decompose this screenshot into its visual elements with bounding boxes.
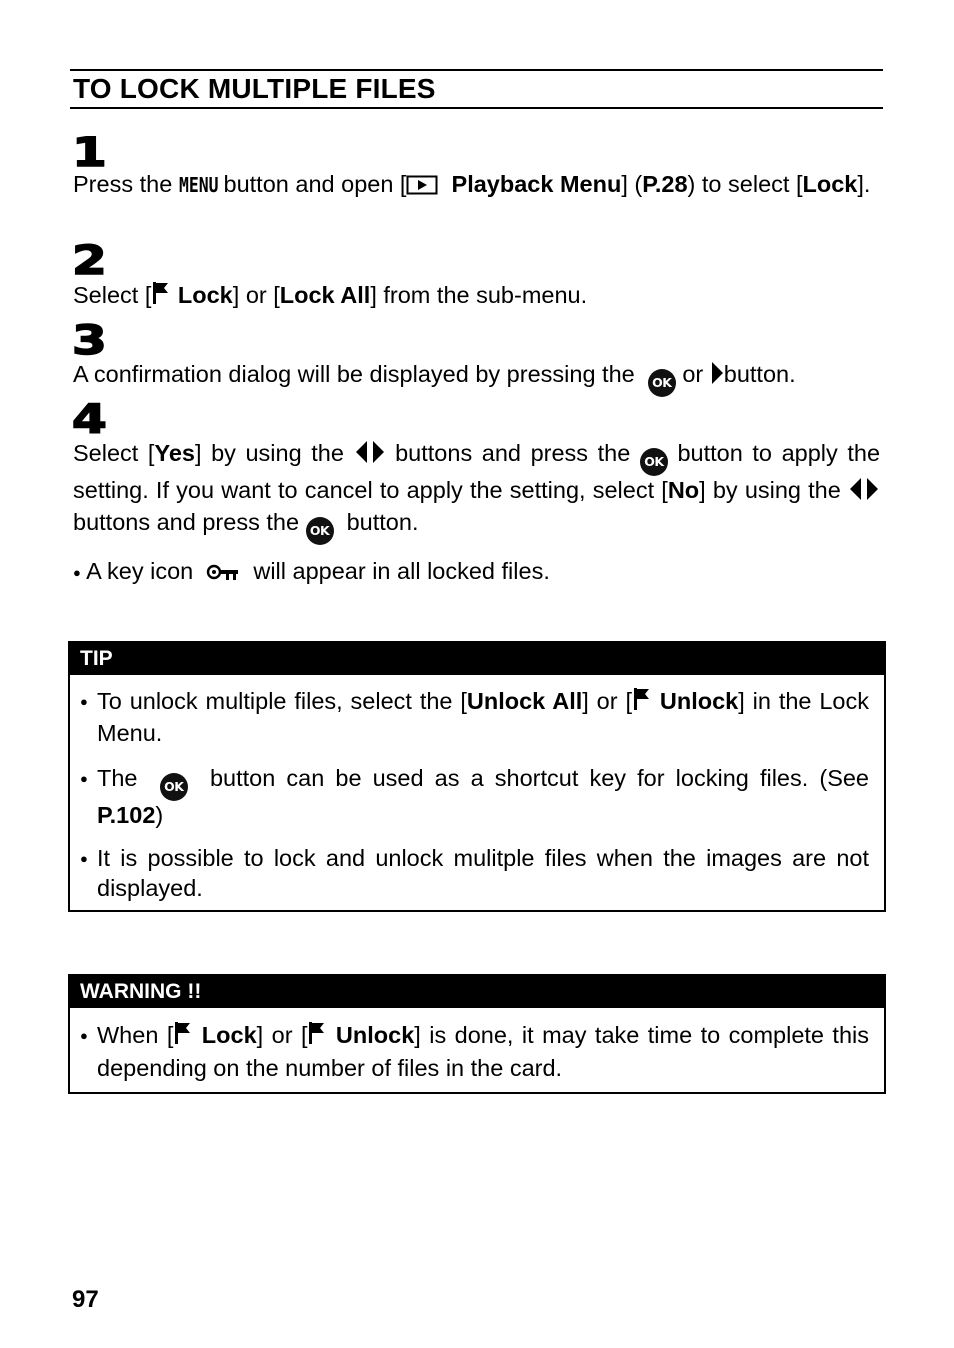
key-icon: [206, 561, 240, 591]
step-3-text: A confirmation dialog will be displayed by pressing the OK or button.: [73, 360, 880, 397]
ok-button-icon: OK: [306, 517, 334, 545]
ok-button-icon: OK: [160, 773, 188, 801]
key-icon-note: ● A key icon will appear in all locked files.: [73, 557, 880, 591]
step-4-text: Select [Yes] by using the buttons and press the OK button to apply the setting. If you want to cancel to apply the setting, select [No] by using the buttons and press the OK button.: [73, 439, 880, 545]
tip-box: [68, 641, 886, 912]
warning-heading: WARNING !!: [70, 976, 884, 1008]
tip-list: [70, 687, 884, 903]
menu-button-icon: MENU: [178, 173, 219, 197]
tip-item: ● To unlock multiple files, select the [Unlock All] or [ Unlock] in the Lock Menu.: [80, 688, 870, 746]
bullet: ●: [80, 851, 88, 867]
step-number-4: 4: [72, 397, 107, 443]
warning-item: ● When [ Lock] or [ Unlock] is done, it may take time to complete this depending on the number of files in the card.: [80, 1022, 869, 1081]
warning-list: [70, 1020, 884, 1084]
left-right-arrows-icon: [848, 477, 880, 509]
warning-box: [68, 974, 886, 1094]
step-2-text: Select [ Lock] or [Lock All] from the sub-menu.: [73, 281, 880, 313]
step-number-1: 1: [72, 130, 107, 176]
tip-item: ● The OK button can be used as a shortcut key for locking files. (See P.102): [80, 765, 870, 828]
step-1-text: Press the MENU button and open [ Playback Menu] (P.28) to select [Lock].: [73, 170, 880, 203]
bullet: ●: [80, 771, 88, 786]
page-title: TO LOCK MULTIPLE FILES: [73, 73, 436, 104]
ok-button-icon: OK: [648, 369, 676, 397]
bullet: ●: [80, 694, 88, 709]
bullet: ●: [73, 565, 81, 580]
step-number-2: 2: [72, 238, 107, 284]
left-right-arrows-icon: [354, 440, 386, 472]
right-arrow-icon: [710, 361, 724, 393]
page-number: 97: [72, 1286, 99, 1313]
lock-flag-icon: [307, 1021, 327, 1053]
lock-flag-icon: [632, 687, 652, 719]
ok-button-icon: OK: [640, 448, 668, 476]
lock-flag-icon: [173, 1021, 193, 1053]
bullet: ●: [80, 1028, 88, 1043]
step-number-3: 3: [72, 318, 107, 364]
tip-heading: TIP: [70, 643, 884, 675]
lock-flag-icon: [151, 281, 171, 313]
tip-item: ● It is possible to lock and unlock mulitple files when the images are not displayed.: [80, 845, 869, 901]
playback-icon: [406, 173, 438, 203]
section-title-bar: [70, 69, 883, 109]
